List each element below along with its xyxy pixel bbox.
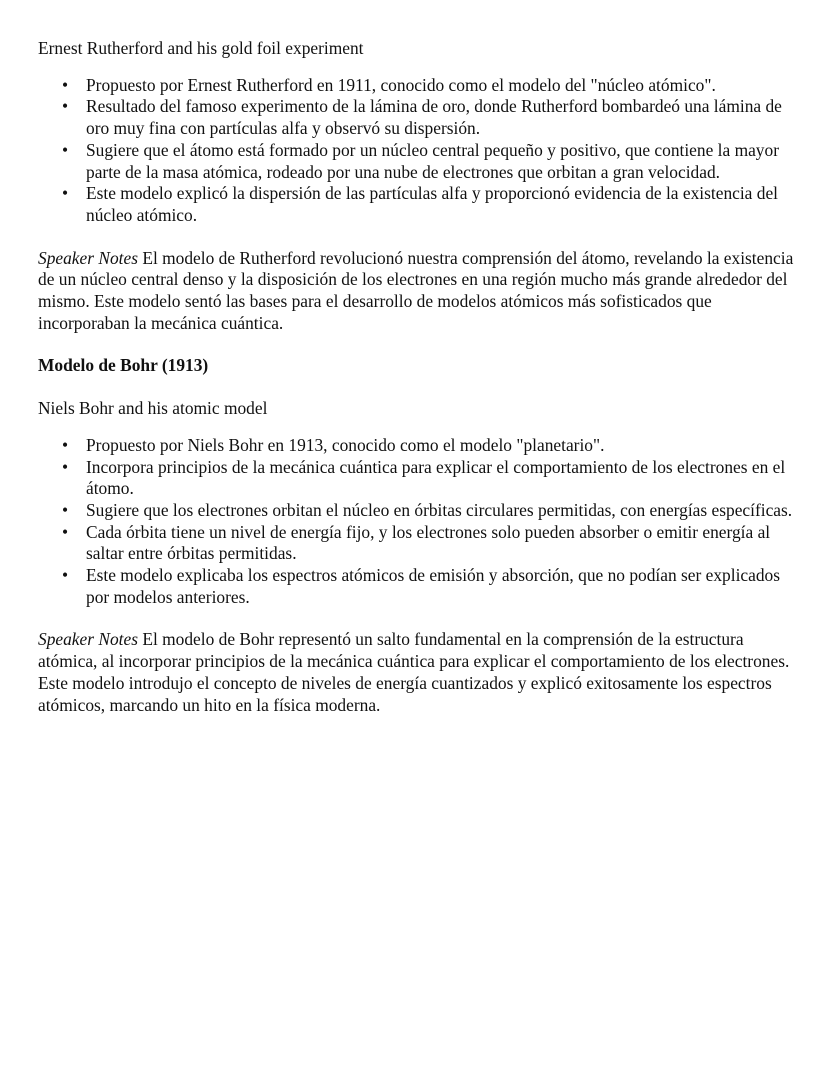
rutherford-bullet-list xyxy=(38,75,796,227)
list-item: • Sugiere que los electrones orbitan el núcleo en órbitas circulares permitidas, con energías específicas. xyxy=(86,500,796,522)
bohr-speaker-notes xyxy=(38,629,796,716)
document-page xyxy=(38,38,796,716)
list-item: • Resultado del famoso experimento de la lámina de oro, donde Rutherford bombardeó una lámina de oro muy fina con partículas alfa y observó su dispersión. xyxy=(86,96,796,139)
list-item: • Propuesto por Niels Bohr en 1913, conocido como el modelo "planetario". xyxy=(86,435,796,457)
list-item: • Este modelo explicó la dispersión de las partículas alfa y proporcionó evidencia de la existencia del núcleo atómico. xyxy=(86,183,796,226)
list-item: • Sugiere que el átomo está formado por un núcleo central pequeño y positivo, que contiene la mayor parte de la masa atómica, rodeado por una nube de electrones que orbitan a gran velocidad. xyxy=(86,140,796,183)
list-item: • Incorpora principios de la mecánica cuántica para explicar el comportamiento de los electrones en el átomo. xyxy=(86,457,796,500)
speaker-notes-text: El modelo de Bohr representó un salto fundamental en la comprensión de la estructura atómica, al incorporar principios de la mecánica cuántica para explicar el comportamiento de los electrones. Este modelo introdujo el concepto de niveles de energía cuantizados y explicó exitosamente los espectros atómicos, marcando un hito en la física moderna. xyxy=(38,629,790,715)
list-item: • Cada órbita tiene un nivel de energía fijo, y los electrones solo pueden absorber o emitir energía al saltar entre órbitas permitidas. xyxy=(86,522,796,565)
list-item: • Propuesto por Ernest Rutherford en 1911, conocido como el modelo del "núcleo atómico". xyxy=(86,75,796,97)
rutherford-speaker-notes xyxy=(38,248,796,335)
bohr-bullet-list xyxy=(38,435,796,609)
rutherford-image-caption: Ernest Rutherford and his gold foil experiment xyxy=(38,38,364,58)
speaker-notes-label: Speaker Notes xyxy=(38,629,138,650)
list-item: • Este modelo explicaba los espectros atómicos de emisión y absorción, que no podían ser explicados por modelos anteriores. xyxy=(86,565,796,608)
bohr-image-caption: Niels Bohr and his atomic model xyxy=(38,398,268,419)
speaker-notes-label: Speaker Notes xyxy=(38,247,138,268)
speaker-notes-text: El modelo de Rutherford revolucionó nuestra comprensión del átomo, revelando la existencia de un núcleo central denso y la disposición de los electrones en una región mucho más grande alrededor del mismo. Este modelo sentó las bases para el desarrollo de modelos atómicos más sofisticados que incorporaban la mecánica cuántica. xyxy=(38,247,794,333)
section-heading: Modelo de Bohr (1913) xyxy=(38,355,209,376)
